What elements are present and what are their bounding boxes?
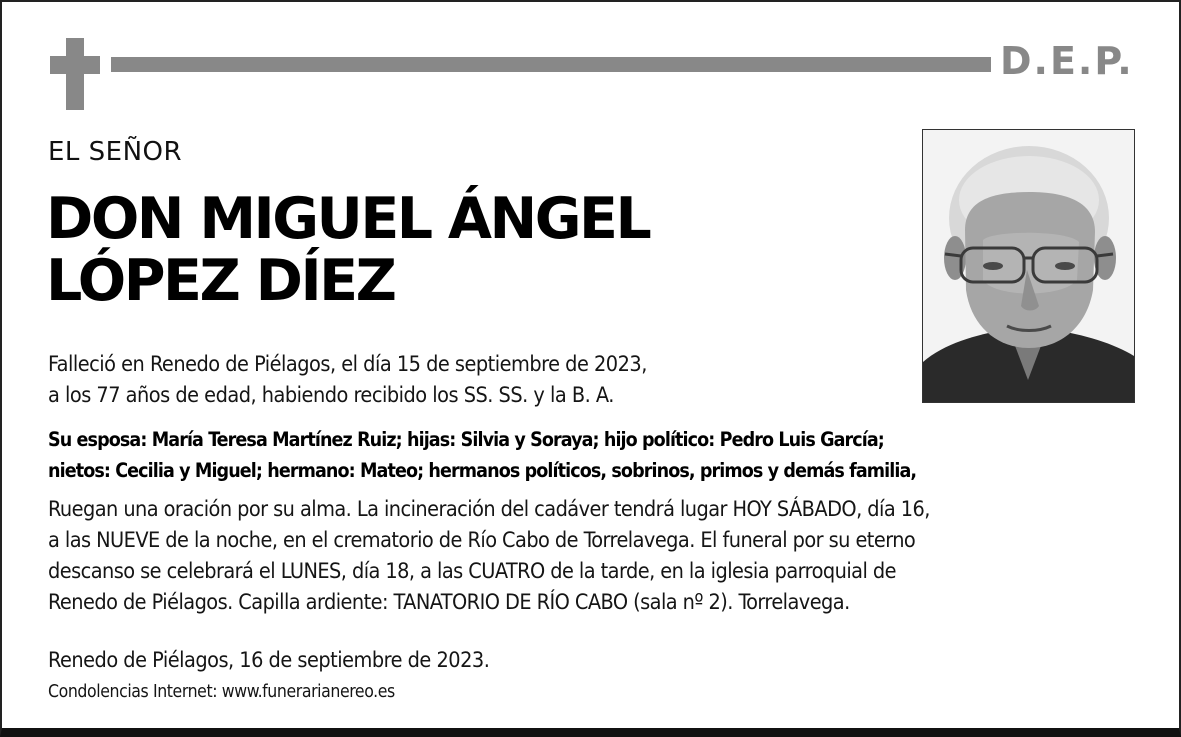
service-details xyxy=(48,494,930,618)
death-line-1: Falleció en Renedo de Piélagos, el día 15 de septiembre de 2023, xyxy=(48,352,647,377)
details-line-2: a las NUEVE de la noche, en el crematorio de Río Cabo de Torrelavega. El funeral por su eterno xyxy=(48,528,916,553)
family-line-2: nietos: Cecilia y Miguel; hermano: Mateo; hermanos políticos, sobrinos, primos y demás familia, xyxy=(48,459,917,482)
family-line-1: Su esposa: María Teresa Martínez Ruiz; hijas: Silvia y Soraya; hijo político: Pedro Luis García; xyxy=(48,428,884,451)
condolences-line: Condolencias Internet: www.funerarianereo.es xyxy=(48,682,395,702)
honorific: EL SEÑOR xyxy=(48,137,183,167)
name-line-2: LÓPEZ DÍEZ xyxy=(46,248,395,314)
cross-icon xyxy=(50,38,100,110)
family-list xyxy=(48,424,1128,486)
death-line-2: a los 77 años de edad, habiendo recibido los SS. SS. y la B. A. xyxy=(48,383,614,408)
details-line-1: Ruegan una oración por su alma. La incineración del cadáver tendrá lugar HOY SÁBADO, día 16, xyxy=(48,497,930,522)
deceased-name xyxy=(46,188,649,312)
header-rule xyxy=(111,57,991,72)
name-line-1: DON MIGUEL ÁNGEL xyxy=(46,186,650,252)
dep-label: D.E.P. xyxy=(1000,39,1134,83)
dateline: Renedo de Piélagos, 16 de septiembre de 2023. xyxy=(48,648,490,673)
details-line-3: descanso se celebrará el LUNES, día 18, a las CUATRO de la tarde, en la iglesia parroquial de xyxy=(48,559,896,584)
death-announcement xyxy=(48,349,647,411)
portrait-photo xyxy=(922,129,1135,403)
details-line-4: Renedo de Piélagos. Capilla ardiente: TANATORIO DE RÍO CABO (sala nº 2). Torrelavega. xyxy=(48,590,850,615)
